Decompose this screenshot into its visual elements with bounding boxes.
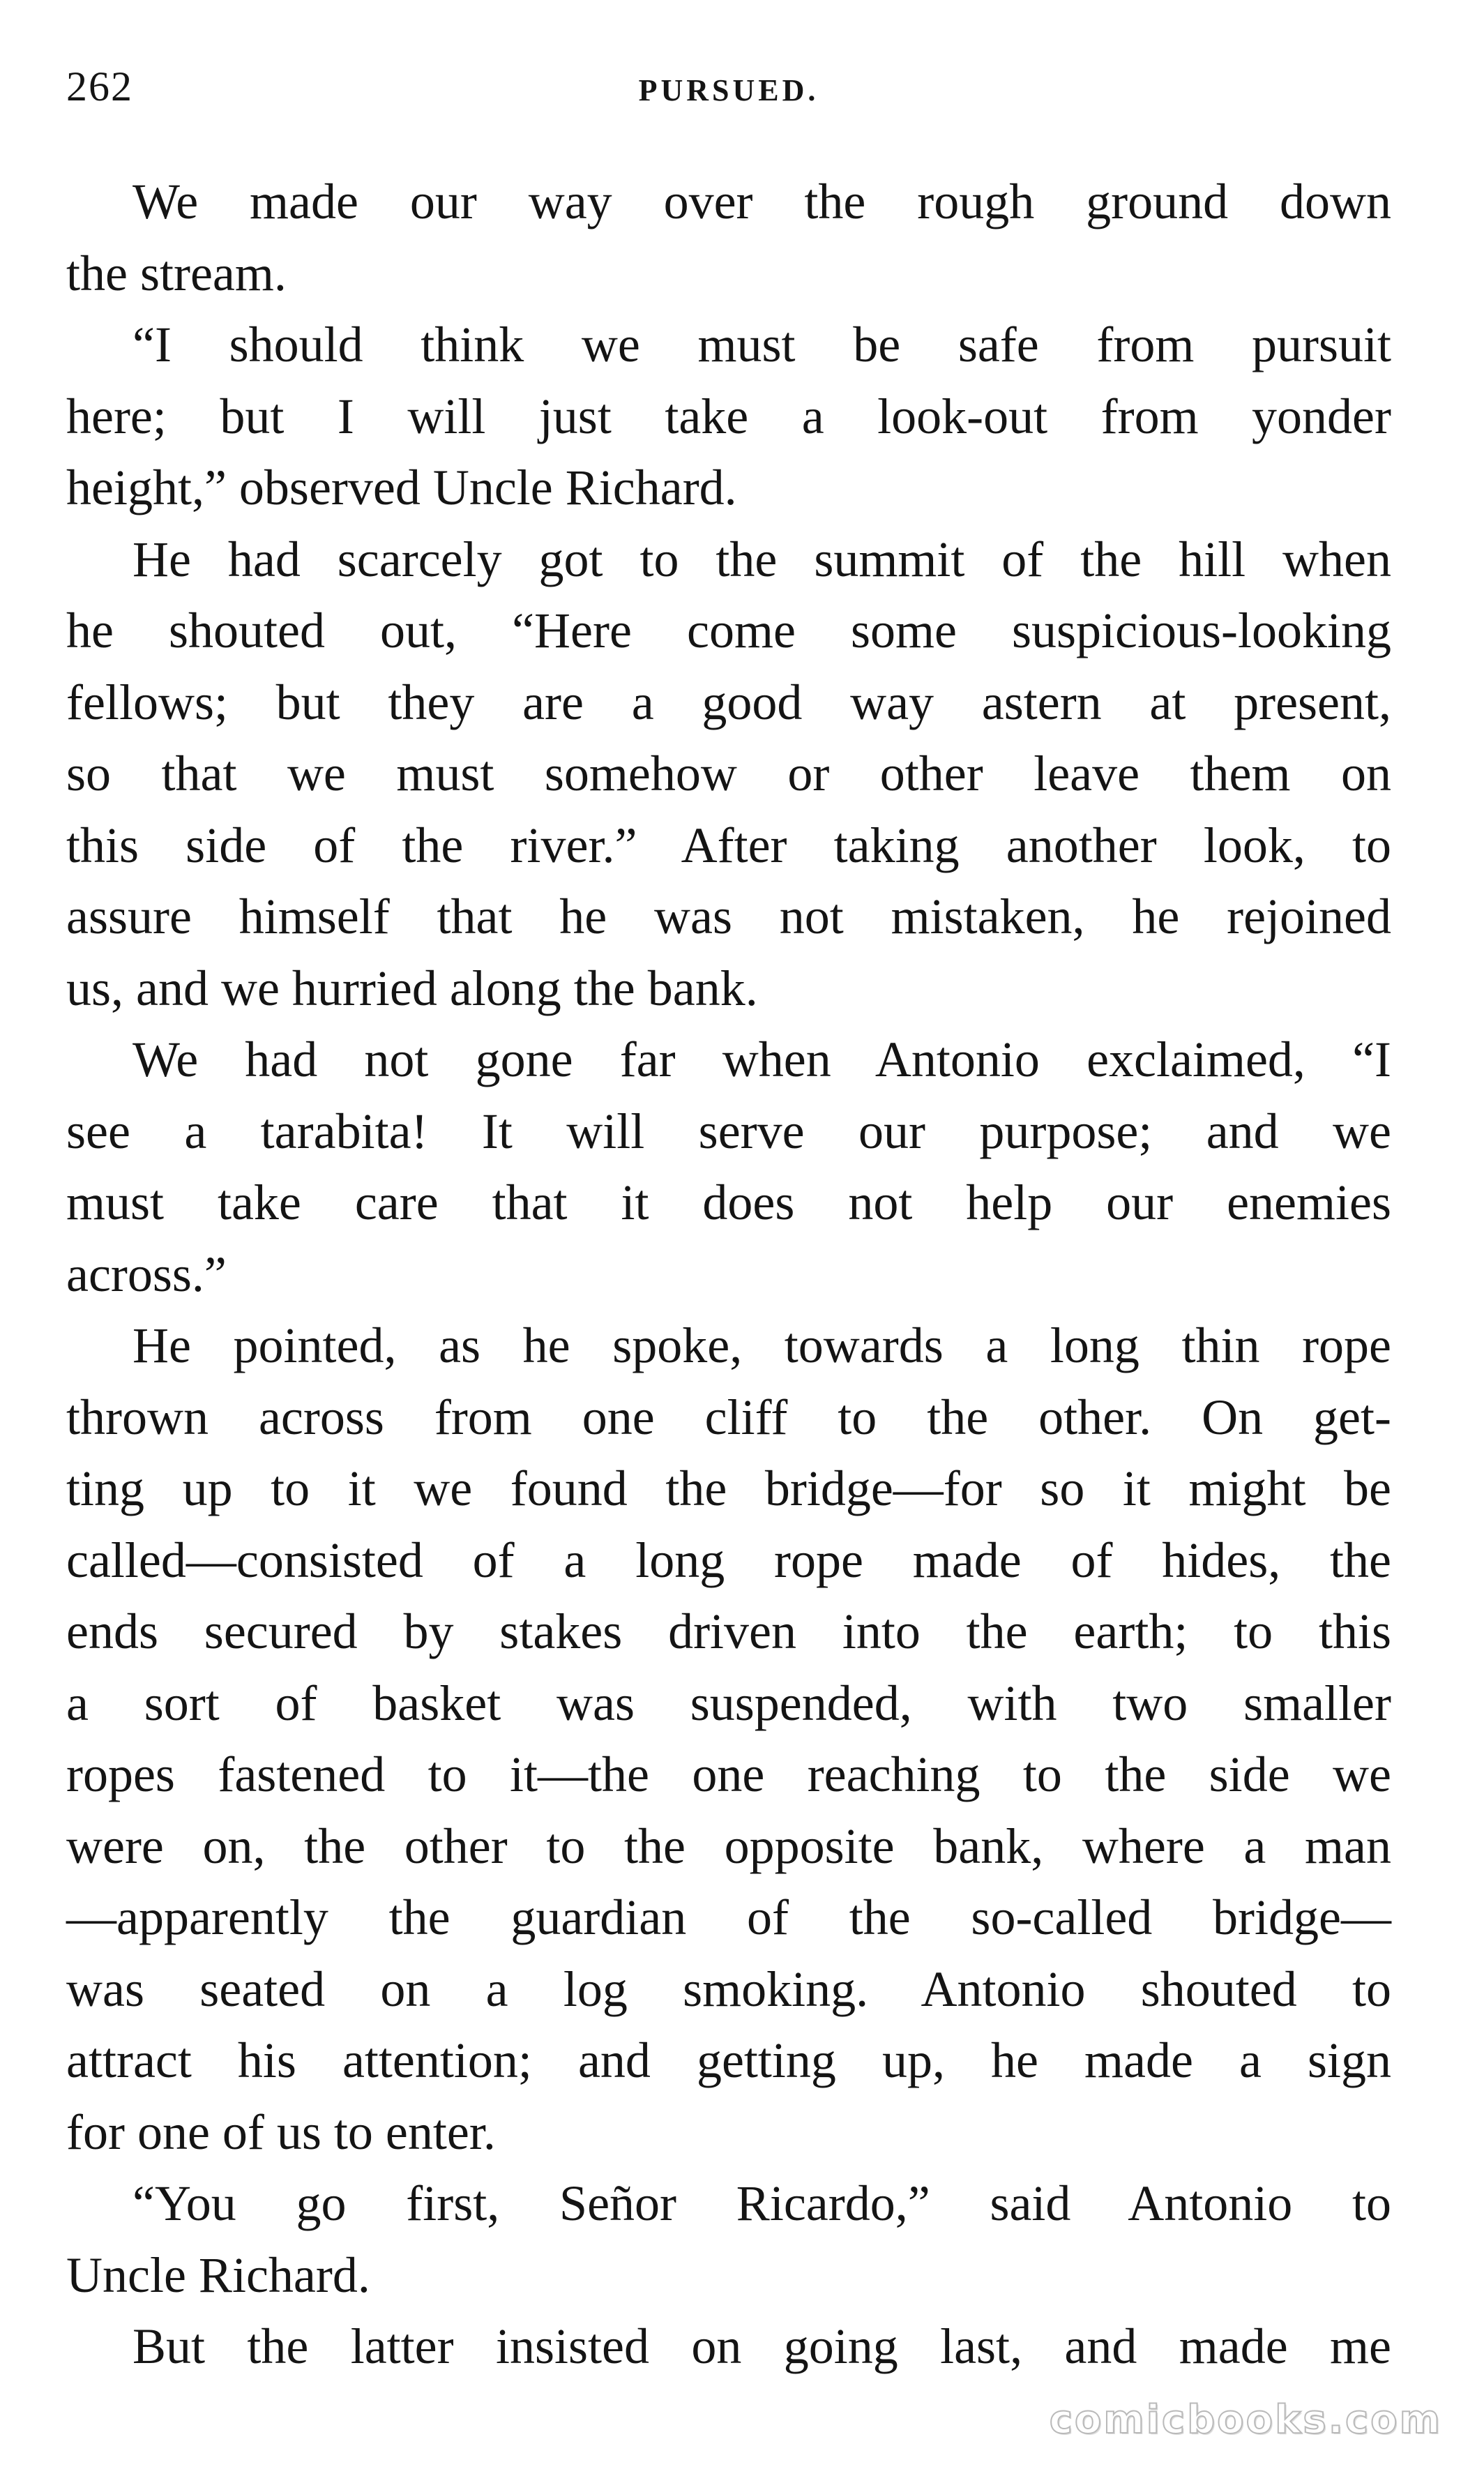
text-line: called—consisted of a long rope made of hides, the	[66, 1532, 1391, 1588]
text-line: was seated on a log smoking. Antonio shouted to	[66, 1961, 1391, 2017]
text-line: he shouted out, “Here come some suspicious-looking	[66, 603, 1391, 658]
text-line: We made our way over the rough ground down	[132, 174, 1391, 229]
text-line: height,” observed Uncle Richard.	[66, 460, 737, 515]
text-line: for one of us to enter.	[66, 2104, 496, 2160]
text-line: ropes fastened to it—the one reaching to the side we	[66, 1746, 1391, 1802]
text-line: so that we must somehow or other leave them on	[66, 746, 1391, 801]
text-line: the stream.	[66, 245, 287, 301]
text-line: fellows; but they are a good way astern at present,	[66, 674, 1391, 730]
text-line: must take care that it does not help our enemies	[66, 1175, 1391, 1230]
text-line: He had scarcely got to the summit of the hill when	[132, 531, 1391, 587]
text-line: “I should think we must be safe from pursuit	[132, 317, 1391, 372]
text-line: We had not gone far when Antonio exclaimed, “I	[132, 1032, 1391, 1087]
text-line: see a tarabita! It will serve our purpose; and we	[66, 1103, 1391, 1159]
page-number: 262	[66, 63, 133, 110]
text-line: assure himself that he was not mistaken, he rejoined	[66, 889, 1391, 944]
text-line: across.”	[66, 1246, 227, 1302]
text-line: here; but I will just take a look-out from yonder	[66, 388, 1391, 444]
text-line: this side of the river.” After taking another look, to	[66, 817, 1391, 873]
running-head: PURSUED.	[638, 73, 819, 107]
watermark: comicbooks.com	[1049, 2397, 1442, 2443]
text-line: a sort of basket was suspended, with two smaller	[66, 1675, 1391, 1731]
text-line: ends secured by stakes driven into the earth; to this	[66, 1603, 1391, 1659]
text-line: thrown across from one cliff to the other. On get-	[66, 1389, 1391, 1445]
text-line: But the latter insisted on going last, and made me	[132, 2318, 1391, 2374]
page-header	[66, 63, 1391, 126]
text-line: —apparently the guardian of the so-called bridge—	[66, 1889, 1391, 1945]
text-line: He pointed, as he spoke, towards a long thin rope	[132, 1318, 1391, 1373]
text-line: ting up to it we found the bridge—for so it might be	[66, 1461, 1391, 1516]
body-text	[66, 166, 1391, 2383]
text-line: “You go first, Señor Ricardo,” said Antonio to	[132, 2175, 1391, 2231]
text-line: Uncle Richard.	[66, 2247, 370, 2303]
text-line: us, and we hurried along the bank.	[66, 960, 758, 1016]
text-line: were on, the other to the opposite bank, where a man	[66, 1818, 1391, 1874]
text-line: attract his attention; and getting up, he made a sign	[66, 2032, 1391, 2088]
